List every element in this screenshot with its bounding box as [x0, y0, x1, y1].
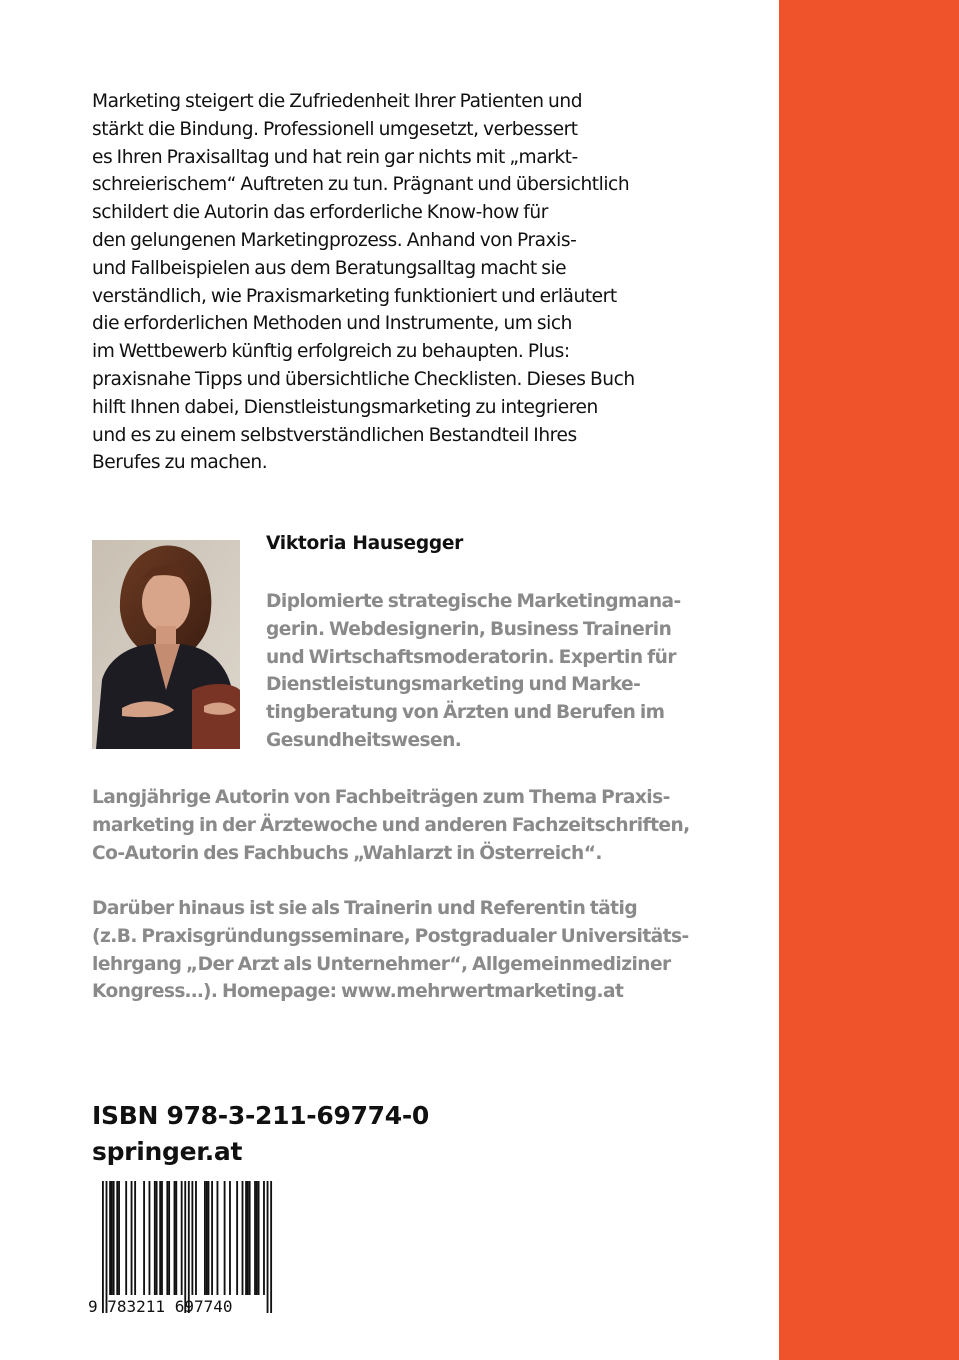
barcode-bar: [229, 1181, 231, 1295]
barcode-bar: [174, 1181, 176, 1295]
barcode-icon: [88, 1181, 274, 1316]
author-photo: [92, 540, 240, 749]
barcode-bar: [195, 1181, 197, 1295]
barcode-bar: [217, 1181, 219, 1295]
barcode-bar: [236, 1181, 238, 1295]
barcode-bar: [159, 1181, 161, 1295]
barcode-bar: [263, 1181, 265, 1295]
barcode-bar: [154, 1181, 156, 1295]
barcode-bar: [267, 1181, 269, 1313]
author-name: Viktoria Hausegger: [266, 533, 464, 554]
barcode-bar: [118, 1181, 120, 1295]
barcode-bar: [143, 1181, 145, 1295]
barcode-bar: [156, 1181, 158, 1295]
barcode-bar: [258, 1181, 260, 1295]
author-portrait-icon: [92, 540, 240, 749]
barcode-bar: [109, 1181, 111, 1295]
barcode-bar: [247, 1181, 249, 1295]
barcode-bar: [113, 1181, 115, 1295]
barcode-digits: 9 783211 697740: [88, 1297, 233, 1316]
barcode-bar: [125, 1181, 127, 1295]
barcode-bar: [106, 1181, 108, 1313]
barcode-bar: [175, 1181, 177, 1295]
orange-side-stripe: [779, 0, 959, 1360]
barcode-bar: [111, 1181, 113, 1295]
barcode-bar: [184, 1181, 186, 1313]
author-career: Langjährige Autorin von Fachbeiträgen zum Thema Praxis- marketing in der Ärztewoche und anderen Fachzeitschriften, Co-Autorin des Fachbuchs „Wahlarzt in Österreich“.: [92, 787, 690, 864]
barcode-bar: [254, 1181, 256, 1295]
publisher-url: springer.at: [92, 1137, 243, 1166]
barcode-bar: [131, 1181, 133, 1295]
barcode-bar: [161, 1181, 163, 1295]
barcode-bar: [245, 1181, 247, 1295]
book-description: Marketing steigert die Zufriedenheit Ihrer Patienten und stärkt die Bindung. Professionell umgesetzt, verbessert es Ihren Praxisalltag und hat rein gar nichts mit „markt- schreierischem“ Auftreten zu tun. Prägnant und übersichtlich schildert die Autorin das erforderliche Know-how für den gelungenen Marketingprozess. Anhand von Praxis- und Fallbeispielen aus dem Beratungsalltag macht sie verständlich, wie Praxismarketing funktioniert und erläutert die erforderlichen Methoden und Instrumente, um sich im Wettbewerb künftig erfolgreich zu behaupten. Plus: praxisnahe Tipps und übersichtliche Checklisten. Dieses Buch hilft Ihnen dabei, Dienstleistungsmarketing zu integrieren und es zu einem selbstverständlichen Bestandteil Ihres Berufes zu machen.: [92, 91, 635, 474]
barcode-bar: [168, 1181, 170, 1295]
barcode-bar: [134, 1181, 136, 1295]
barcode-bar: [166, 1181, 168, 1295]
author-bio: Diplomierte strategische Marketingmana- gerin. Webdesignerin, Business Trainerin und Wirtschaftsmoderatorin. Expertin für Dienstleistungsmarketing und Marke- tingberatung von Ärzten und Berufen im Gesundheitswesen.: [266, 591, 681, 751]
barcode-bar: [249, 1181, 251, 1295]
barcode-bar: [102, 1181, 104, 1313]
barcode-bar: [206, 1181, 208, 1295]
author-activities: Darüber hinaus ist sie als Trainerin und Referentin tätig (z.B. Praxisgründungsseminare, Postgradualer Universitäts- lehrgang „Der Arzt als Unternehmer“, Allgemeinmediziner Kongress…). Homepage: www.mehrwertmarketing.at: [92, 898, 689, 1003]
barcode-bar: [116, 1181, 118, 1295]
barcode-bar: [256, 1181, 258, 1295]
barcode-bar: [224, 1181, 226, 1295]
barcode-bar: [208, 1181, 210, 1295]
barcode-bar: [211, 1181, 213, 1295]
barcode-bar: [188, 1181, 190, 1313]
barcode-bar: [242, 1181, 244, 1295]
barcode-bar: [181, 1181, 183, 1295]
barcode-bar: [270, 1181, 272, 1313]
barcode-bar: [204, 1181, 206, 1295]
isbn-number: ISBN 978-3-211-69774-0: [92, 1101, 430, 1130]
barcode-bar: [191, 1181, 193, 1295]
barcode-bar: [149, 1181, 151, 1295]
